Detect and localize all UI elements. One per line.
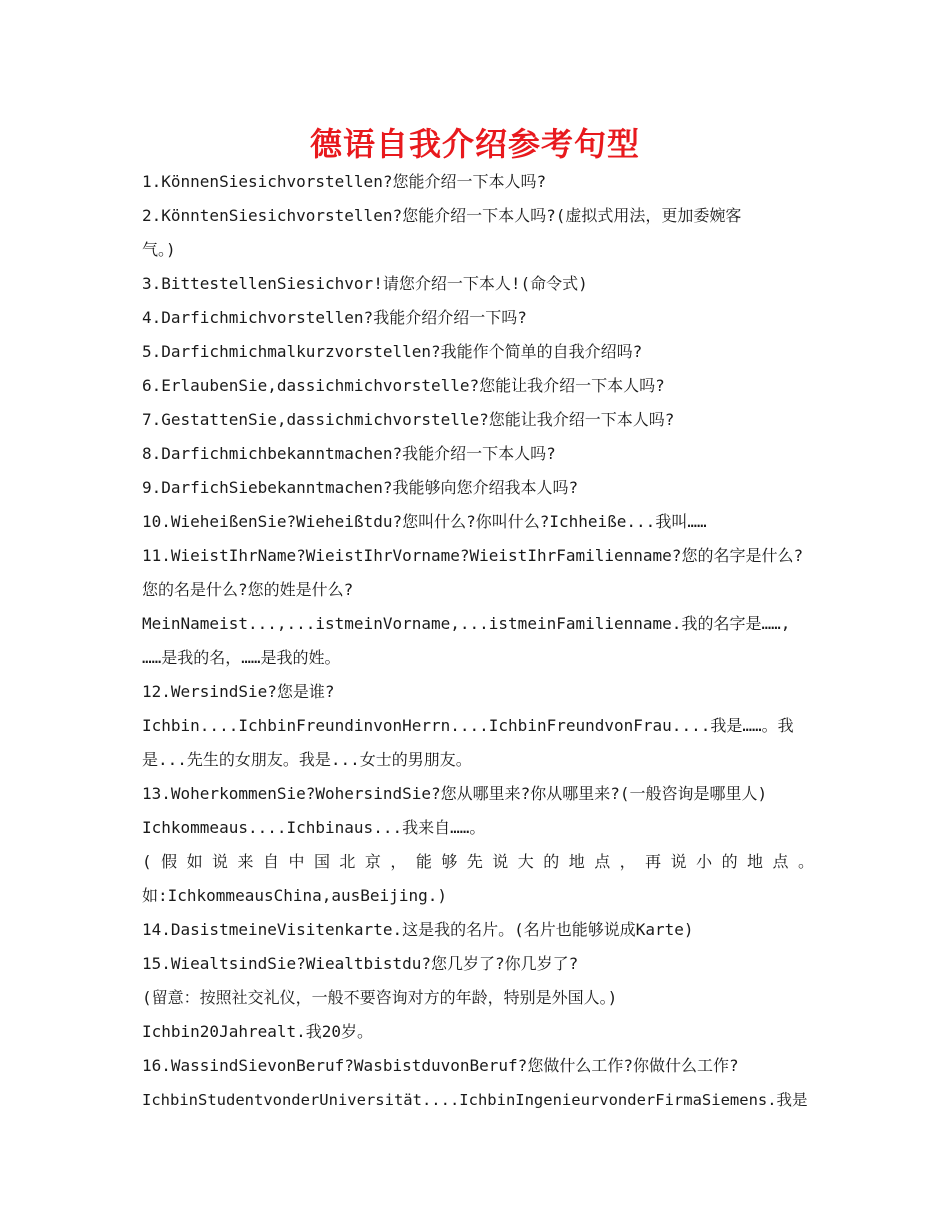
text-line: 9.DarfichSiebekanntmachen?我能够向您介绍我本人吗? [142, 478, 579, 497]
text-line: 14.DasistmeineVisitenkarte.这是我的名片。(名片也能够说成Karte) [142, 920, 694, 939]
text-line: 16.WassindSievonBeruf?WasbistduvonBeruf?您做什么工作?你做什么工作? [142, 1056, 739, 1075]
text-line: 4.Darfichmichvorstellen?我能介绍介绍一下吗? [142, 308, 527, 327]
document-body [142, 165, 814, 1117]
text-line: ……是我的名，……是我的姓。 [142, 648, 341, 667]
text-line: 您的名是什么?您的姓是什么? [142, 580, 354, 599]
text-line: 8.Darfichmichbekanntmachen?我能介绍一下本人吗? [142, 444, 556, 463]
text-line: 气。) [142, 240, 176, 259]
text-line: Ichbin....IchbinFreundinvonHerrn....IchbinFreundvonFrau....我是……。我 [142, 716, 794, 735]
text-line: 11.WieistIhrName?WieistIhrVorname?WieistIhrFamilienname?您的名字是什么? [142, 546, 804, 565]
text-line: 7.GestattenSie,dassichmichvorstelle?您能让我介绍一下本人吗? [142, 410, 675, 429]
text-line: 12.WersindSie?您是谁? [142, 682, 335, 701]
text-line: 是...先生的女朋友。我是...女士的男朋友。 [142, 750, 472, 769]
text-line: MeinNameist...,...istmeinVorname,...istmeinFamilienname.我的名字是……, [142, 614, 791, 633]
text-line: (假如说来自中国北京，能够先说大的地点，再说小的地点。 [142, 852, 814, 871]
text-line: 如:IchkommeausChina,ausBeijing.) [142, 886, 447, 905]
text-line: (留意：按照社交礼仪，一般不要咨询对方的年龄，特别是外国人。) [142, 988, 618, 1007]
text-line: Ichkommeaus....Ichbinaus...我来自……。 [142, 818, 486, 837]
text-line: 3.BittestellenSiesichvor!请您介绍一下本人!(命令式) [142, 274, 588, 293]
text-line: 10.WieheißenSie?Wieheißtdu?您叫什么?你叫什么?Ichheiße...我叫…… [142, 512, 707, 531]
page-title: 德语自我介绍参考句型 [309, 125, 640, 163]
text-line: Ichbin20Jahrealt.我20岁。 [142, 1022, 374, 1041]
text-line: 2.KönntenSiesichvorstellen?您能介绍一下本人吗?(虚拟式用法，更加委婉客 [142, 206, 742, 225]
text-line: 15.WiealtsindSie?Wiealtbistdu?您几岁了?你几岁了? [142, 954, 579, 973]
text-line: 13.WoherkommenSie?WohersindSie?您从哪里来?你从哪里来?(一般咨询是哪里人) [142, 784, 768, 803]
text-line: 5.Darfichmichmalkurzvorstellen?我能作个简单的自我介绍吗? [142, 342, 643, 361]
text-line: IchbinStudentvonderUniversität....IchbinIngenieurvonderFirmaSiemens.我是 [142, 1091, 808, 1109]
text-line: 1.KönnenSiesichvorstellen?您能介绍一下本人吗? [142, 172, 547, 191]
text-line: 6.ErlaubenSie,dassichmichvorstelle?您能让我介绍一下本人吗? [142, 376, 665, 395]
